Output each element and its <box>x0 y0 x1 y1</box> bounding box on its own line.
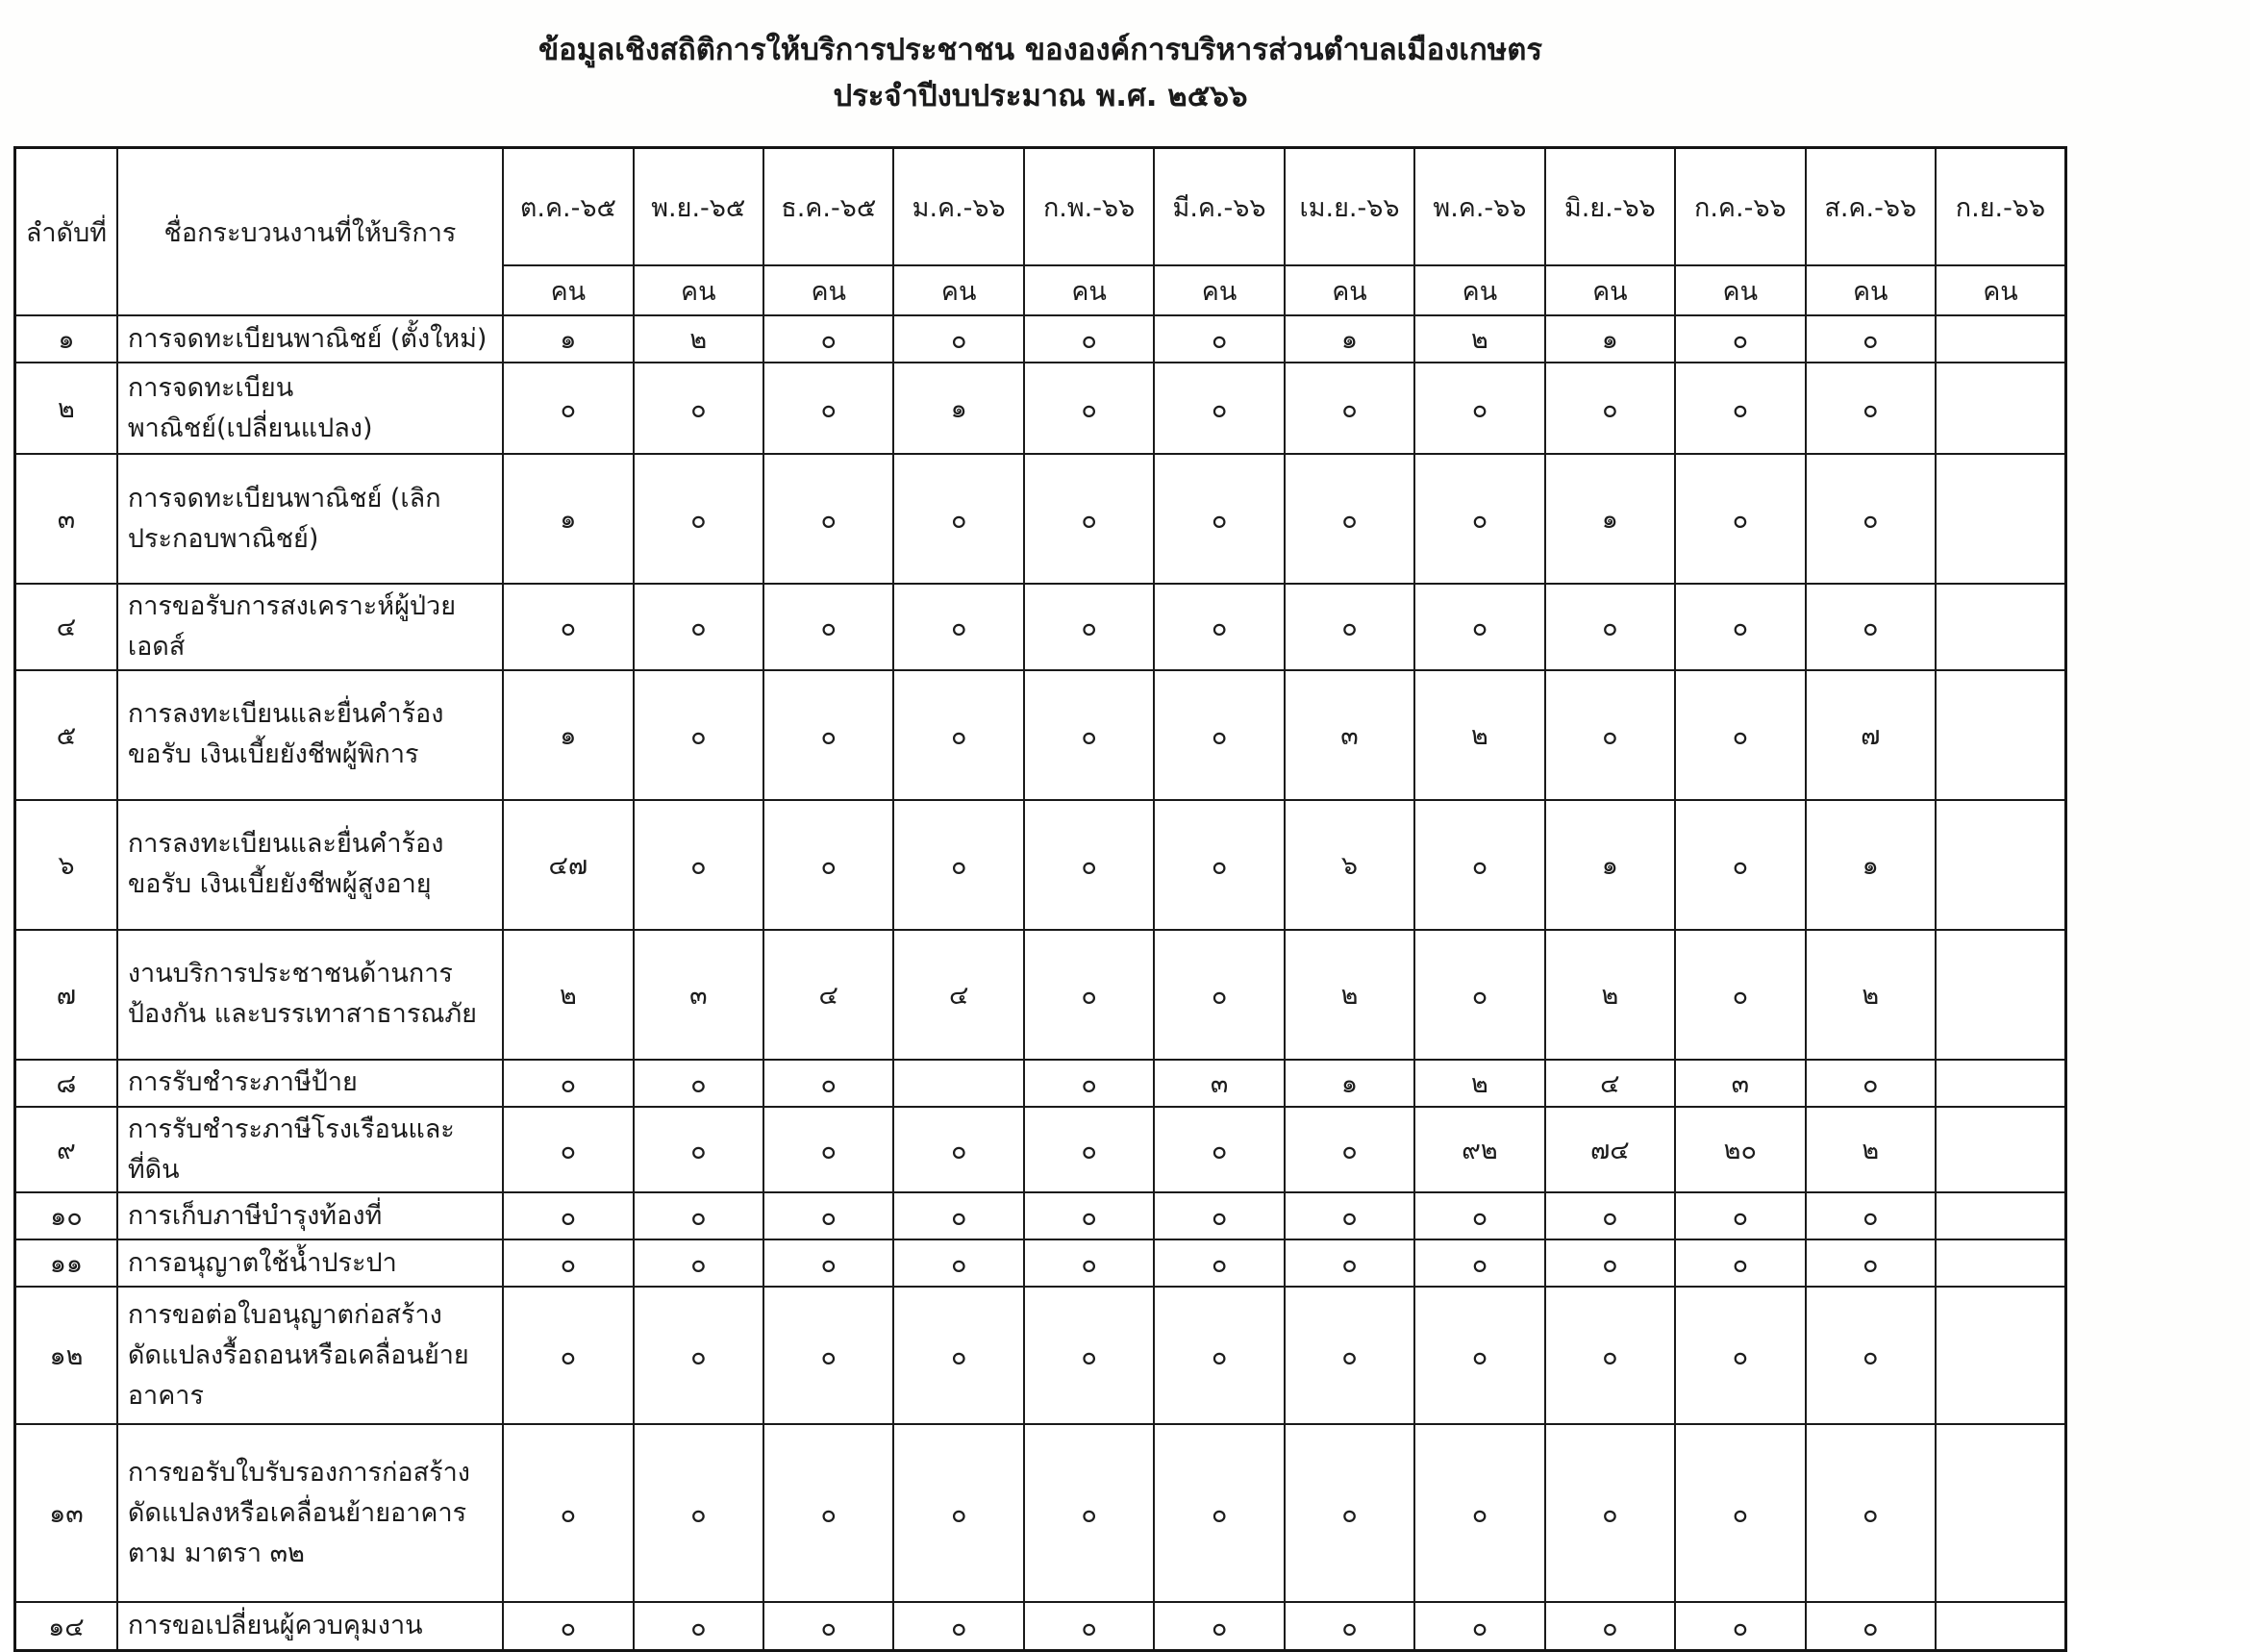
count-cell: ๐ <box>1285 1239 1414 1287</box>
service-name: การขอรับการสงเคราะห์ผู้ป่วยเอดส์ <box>117 584 503 670</box>
count-cell: ๐ <box>1024 800 1154 930</box>
count-cell: ๐ <box>1414 363 1544 454</box>
count-cell: ๐ <box>634 1239 763 1287</box>
count-cell: ๐ <box>1545 363 1675 454</box>
table-row <box>15 454 2066 584</box>
document-title <box>13 27 2067 119</box>
count-cell: ๐ <box>893 1107 1023 1193</box>
count-cell: ๐ <box>1806 363 1936 454</box>
row-number: ๑ <box>15 315 117 363</box>
month-header: ก.พ.-๖๖ <box>1024 148 1154 266</box>
count-cell <box>1936 1602 2066 1650</box>
count-cell: ๐ <box>1024 1287 1154 1424</box>
count-cell: ๒ <box>1414 315 1544 363</box>
count-cell: ๐ <box>1675 363 1805 454</box>
count-cell: ๖ <box>1285 800 1414 930</box>
count-cell: ๐ <box>1675 800 1805 930</box>
count-cell: ๐ <box>1414 1602 1544 1650</box>
count-cell: ๒ <box>503 930 633 1060</box>
count-cell: ๐ <box>763 800 893 930</box>
count-cell: ๐ <box>1154 363 1284 454</box>
count-cell: ๐ <box>1024 1060 1154 1107</box>
count-cell: ๐ <box>1675 454 1805 584</box>
month-header: พ.ค.-๖๖ <box>1414 148 1544 266</box>
service-name: การขอเปลี่ยนผู้ควบคุมงาน <box>117 1602 503 1650</box>
row-number: ๒ <box>15 363 117 454</box>
count-cell: ๐ <box>1545 1192 1675 1239</box>
count-cell: ๐ <box>1285 363 1414 454</box>
title-line-1: ข้อมูลเชิงสถิติการให้บริการประชาชน ขององค์การบริหารส่วนตำบลเมืองเกษตร <box>538 33 1543 67</box>
unit-header: คน <box>1414 265 1544 315</box>
table-row <box>15 1107 2066 1193</box>
count-cell: ๐ <box>1806 1060 1936 1107</box>
count-cell: ๐ <box>1675 930 1805 1060</box>
count-cell <box>1936 1107 2066 1193</box>
count-cell: ๓ <box>1285 670 1414 800</box>
count-cell: ๐ <box>893 584 1023 670</box>
count-cell: ๐ <box>1545 584 1675 670</box>
service-name: การลงทะเบียนและยื่นคำร้องขอรับ เงินเบี้ยยังชีพผู้สูงอายุ <box>117 800 503 930</box>
month-header: มี.ค.-๖๖ <box>1154 148 1284 266</box>
row-number: ๖ <box>15 800 117 930</box>
count-cell: ๓ <box>634 930 763 1060</box>
service-name: งานบริการประชาชนด้านการป้องกัน และบรรเทาสาธารณภัย <box>117 930 503 1060</box>
count-cell: ๐ <box>1285 1192 1414 1239</box>
count-cell: ๒ <box>634 315 763 363</box>
count-cell <box>1936 1060 2066 1107</box>
count-cell: ๐ <box>1024 454 1154 584</box>
row-number: ๘ <box>15 1060 117 1107</box>
count-cell: ๐ <box>1675 1239 1805 1287</box>
count-cell: ๐ <box>503 1424 633 1602</box>
count-cell: ๒ <box>1414 1060 1544 1107</box>
count-cell: ๐ <box>763 1602 893 1650</box>
count-cell <box>1936 454 2066 584</box>
count-cell: ๐ <box>763 363 893 454</box>
count-cell: ๐ <box>503 1192 633 1239</box>
row-number: ๗ <box>15 930 117 1060</box>
count-cell: ๗๔ <box>1545 1107 1675 1193</box>
count-cell: ๐ <box>503 363 633 454</box>
count-cell: ๐ <box>1154 1239 1284 1287</box>
count-cell: ๐ <box>634 1192 763 1239</box>
count-cell <box>893 1060 1023 1107</box>
count-cell: ๑ <box>893 363 1023 454</box>
row-number: ๑๒ <box>15 1287 117 1424</box>
count-cell: ๐ <box>1024 363 1154 454</box>
count-cell: ๐ <box>1024 584 1154 670</box>
table-row <box>15 1287 2066 1424</box>
count-cell: ๐ <box>634 1107 763 1193</box>
table-header <box>15 148 2066 316</box>
count-cell: ๐ <box>1024 1107 1154 1193</box>
count-cell: ๐ <box>893 670 1023 800</box>
count-cell: ๐ <box>893 1239 1023 1287</box>
month-header: ก.ย.-๖๖ <box>1936 148 2066 266</box>
unit-header: คน <box>763 265 893 315</box>
service-name: การอนุญาตใช้น้ำประปา <box>117 1239 503 1287</box>
service-name: การเก็บภาษีบำรุงท้องที่ <box>117 1192 503 1239</box>
count-cell: ๑ <box>503 454 633 584</box>
count-cell: ๐ <box>1414 1192 1544 1239</box>
count-cell: ๑ <box>1806 800 1936 930</box>
table-body <box>15 315 2066 1650</box>
count-cell: ๐ <box>634 363 763 454</box>
count-cell: ๐ <box>893 800 1023 930</box>
count-cell <box>1936 1424 2066 1602</box>
count-cell: ๓ <box>1675 1060 1805 1107</box>
table-row <box>15 670 2066 800</box>
count-cell: ๐ <box>1545 1287 1675 1424</box>
count-cell: ๐ <box>1024 1424 1154 1602</box>
count-cell: ๐ <box>503 1239 633 1287</box>
count-cell <box>1936 584 2066 670</box>
count-cell: ๔ <box>763 930 893 1060</box>
count-cell: ๐ <box>1675 1602 1805 1650</box>
count-cell: ๐ <box>1806 1602 1936 1650</box>
count-cell: ๑ <box>503 670 633 800</box>
count-cell: ๐ <box>503 1107 633 1193</box>
table-row <box>15 315 2066 363</box>
table-row <box>15 1060 2066 1107</box>
count-cell: ๐ <box>634 1424 763 1602</box>
count-cell: ๐ <box>1675 1192 1805 1239</box>
unit-header: คน <box>1545 265 1675 315</box>
unit-header: คน <box>1806 265 1936 315</box>
count-cell: ๐ <box>1285 1424 1414 1602</box>
service-name: การจดทะเบียนพาณิชย์ (เลิก ประกอบพาณิชย์) <box>117 454 503 584</box>
count-cell: ๒ <box>1414 670 1544 800</box>
count-cell: ๐ <box>634 584 763 670</box>
count-cell: ๐ <box>503 1287 633 1424</box>
row-number: ๑๑ <box>15 1239 117 1287</box>
count-cell: ๒๐ <box>1675 1107 1805 1193</box>
count-cell: ๒ <box>1806 930 1936 1060</box>
count-cell <box>1936 930 2066 1060</box>
row-number: ๓ <box>15 454 117 584</box>
count-cell: ๐ <box>1154 800 1284 930</box>
count-cell: ๐ <box>634 800 763 930</box>
table-row <box>15 800 2066 930</box>
count-cell: ๐ <box>1545 1424 1675 1602</box>
count-cell: ๐ <box>1806 1424 1936 1602</box>
count-cell: ๐ <box>763 1060 893 1107</box>
count-cell: ๐ <box>893 1192 1023 1239</box>
table-row <box>15 1602 2066 1650</box>
count-cell: ๐ <box>1675 1287 1805 1424</box>
unit-header: คน <box>503 265 633 315</box>
count-cell: ๐ <box>763 584 893 670</box>
count-cell: ๓ <box>1154 1060 1284 1107</box>
count-cell: ๐ <box>1154 1107 1284 1193</box>
count-cell: ๐ <box>634 1602 763 1650</box>
month-header: มิ.ย.-๖๖ <box>1545 148 1675 266</box>
table-row <box>15 1424 2066 1602</box>
month-header: เม.ย.-๖๖ <box>1285 148 1414 266</box>
month-header: ธ.ค.-๖๕ <box>763 148 893 266</box>
count-cell: ๐ <box>1806 1192 1936 1239</box>
count-cell: ๐ <box>1154 454 1284 584</box>
count-cell: ๐ <box>893 454 1023 584</box>
row-number: ๕ <box>15 670 117 800</box>
count-cell: ๐ <box>1806 454 1936 584</box>
count-cell: ๐ <box>1285 1602 1414 1650</box>
count-cell: ๐ <box>1675 670 1805 800</box>
count-cell: ๐ <box>1154 1287 1284 1424</box>
count-cell: ๐ <box>1154 1602 1284 1650</box>
count-cell: ๔๗ <box>503 800 633 930</box>
count-cell: ๒ <box>1545 930 1675 1060</box>
count-cell: ๙๒ <box>1414 1107 1544 1193</box>
table-row <box>15 930 2066 1060</box>
count-cell: ๐ <box>1675 315 1805 363</box>
row-number: ๑๔ <box>15 1602 117 1650</box>
count-cell: ๐ <box>503 1060 633 1107</box>
month-header: ก.ค.-๖๖ <box>1675 148 1805 266</box>
unit-header: คน <box>893 265 1023 315</box>
count-cell: ๐ <box>1806 584 1936 670</box>
count-cell: ๐ <box>1024 930 1154 1060</box>
count-cell: ๐ <box>763 1424 893 1602</box>
count-cell: ๐ <box>1024 1602 1154 1650</box>
count-cell <box>1936 315 2066 363</box>
table-row <box>15 1192 2066 1239</box>
title-line-2: ประจำปีงบประมาณ พ.ศ. ๒๕๖๖ <box>833 79 1248 114</box>
count-cell: ๐ <box>1154 670 1284 800</box>
count-cell: ๐ <box>634 1287 763 1424</box>
statistics-table <box>13 146 2067 1652</box>
service-name: การขอต่อใบอนุญาตก่อสร้าง ดัดแปลงรื้อถอนหรือเคลื่อนย้ายอาคาร <box>117 1287 503 1424</box>
count-cell: ๐ <box>1414 930 1544 1060</box>
count-cell: ๐ <box>1414 800 1544 930</box>
month-header-row <box>15 148 2066 266</box>
count-cell: ๐ <box>1675 1424 1805 1602</box>
count-cell: ๐ <box>763 315 893 363</box>
count-cell: ๐ <box>1414 454 1544 584</box>
row-number: ๔ <box>15 584 117 670</box>
count-cell: ๐ <box>763 1287 893 1424</box>
count-cell: ๐ <box>1806 315 1936 363</box>
row-number: ๑๓ <box>15 1424 117 1602</box>
row-number: ๑๐ <box>15 1192 117 1239</box>
count-cell: ๐ <box>1675 584 1805 670</box>
count-cell: ๗ <box>1806 670 1936 800</box>
count-cell: ๐ <box>1154 1424 1284 1602</box>
count-cell: ๐ <box>1545 670 1675 800</box>
column-header-index: ลำดับที่ <box>15 148 117 316</box>
count-cell <box>1936 800 2066 930</box>
unit-header: คน <box>1936 265 2066 315</box>
count-cell: ๐ <box>1285 454 1414 584</box>
count-cell: ๑ <box>1545 315 1675 363</box>
count-cell: ๐ <box>1024 1192 1154 1239</box>
service-name: การขอรับใบรับรองการก่อสร้าง ดัดแปลงหรือเคลื่อนย้ายอาคาร ตาม มาตรา ๓๒ <box>117 1424 503 1602</box>
count-cell: ๑ <box>1285 315 1414 363</box>
count-cell: ๒ <box>1285 930 1414 1060</box>
service-name: การรับชำระภาษีป้าย <box>117 1060 503 1107</box>
count-cell <box>1936 1287 2066 1424</box>
count-cell: ๐ <box>1024 315 1154 363</box>
count-cell: ๐ <box>1414 1239 1544 1287</box>
count-cell: ๐ <box>503 584 633 670</box>
count-cell: ๐ <box>763 670 893 800</box>
unit-header: คน <box>1285 265 1414 315</box>
count-cell: ๐ <box>1414 1287 1544 1424</box>
count-cell <box>1936 1239 2066 1287</box>
count-cell: ๐ <box>893 1602 1023 1650</box>
count-cell: ๐ <box>634 1060 763 1107</box>
count-cell: ๐ <box>1806 1239 1936 1287</box>
row-number: ๙ <box>15 1107 117 1193</box>
service-name: การจดทะเบียนพาณิชย์(เปลี่ยนแปลง) <box>117 363 503 454</box>
count-cell: ๐ <box>1414 1424 1544 1602</box>
count-cell: ๐ <box>1545 1602 1675 1650</box>
count-cell: ๑ <box>503 315 633 363</box>
month-header: ม.ค.-๖๖ <box>893 148 1023 266</box>
column-header-service: ชื่อกระบวนงานที่ให้บริการ <box>117 148 503 316</box>
unit-header: คน <box>1024 265 1154 315</box>
unit-header: คน <box>1675 265 1805 315</box>
count-cell: ๐ <box>763 454 893 584</box>
count-cell: ๑ <box>1285 1060 1414 1107</box>
service-name: การรับชำระภาษีโรงเรือนและที่ดิน <box>117 1107 503 1193</box>
service-name: การลงทะเบียนและยื่นคำร้องขอรับ เงินเบี้ยยังชีพผู้พิการ <box>117 670 503 800</box>
month-header: ส.ค.-๖๖ <box>1806 148 1936 266</box>
count-cell: ๔ <box>893 930 1023 1060</box>
unit-header: คน <box>1154 265 1284 315</box>
count-cell: ๐ <box>1285 1107 1414 1193</box>
count-cell <box>1936 670 2066 800</box>
count-cell: ๐ <box>1154 1192 1284 1239</box>
count-cell: ๑ <box>1545 454 1675 584</box>
count-cell <box>1936 1192 2066 1239</box>
count-cell: ๐ <box>893 1424 1023 1602</box>
count-cell <box>1936 363 2066 454</box>
count-cell: ๐ <box>1154 930 1284 1060</box>
count-cell: ๑ <box>1545 800 1675 930</box>
count-cell: ๐ <box>893 1287 1023 1424</box>
count-cell: ๐ <box>1154 315 1284 363</box>
count-cell: ๔ <box>1545 1060 1675 1107</box>
unit-header: คน <box>634 265 763 315</box>
month-header: ต.ค.-๖๕ <box>503 148 633 266</box>
count-cell: ๐ <box>1806 1287 1936 1424</box>
count-cell: ๐ <box>503 1602 633 1650</box>
count-cell: ๐ <box>1024 670 1154 800</box>
table-row <box>15 363 2066 454</box>
count-cell: ๒ <box>1806 1107 1936 1193</box>
count-cell: ๐ <box>1285 584 1414 670</box>
count-cell: ๐ <box>763 1107 893 1193</box>
count-cell: ๐ <box>763 1239 893 1287</box>
count-cell: ๐ <box>1285 1287 1414 1424</box>
count-cell: ๐ <box>893 315 1023 363</box>
table-row <box>15 584 2066 670</box>
count-cell: ๐ <box>1414 584 1544 670</box>
count-cell: ๐ <box>1154 584 1284 670</box>
count-cell: ๐ <box>1024 1239 1154 1287</box>
table-row <box>15 1239 2066 1287</box>
count-cell: ๐ <box>1545 1239 1675 1287</box>
month-header: พ.ย.-๖๕ <box>634 148 763 266</box>
service-name: การจดทะเบียนพาณิชย์ (ตั้งใหม่) <box>117 315 503 363</box>
count-cell: ๐ <box>763 1192 893 1239</box>
count-cell: ๐ <box>634 670 763 800</box>
count-cell: ๐ <box>634 454 763 584</box>
